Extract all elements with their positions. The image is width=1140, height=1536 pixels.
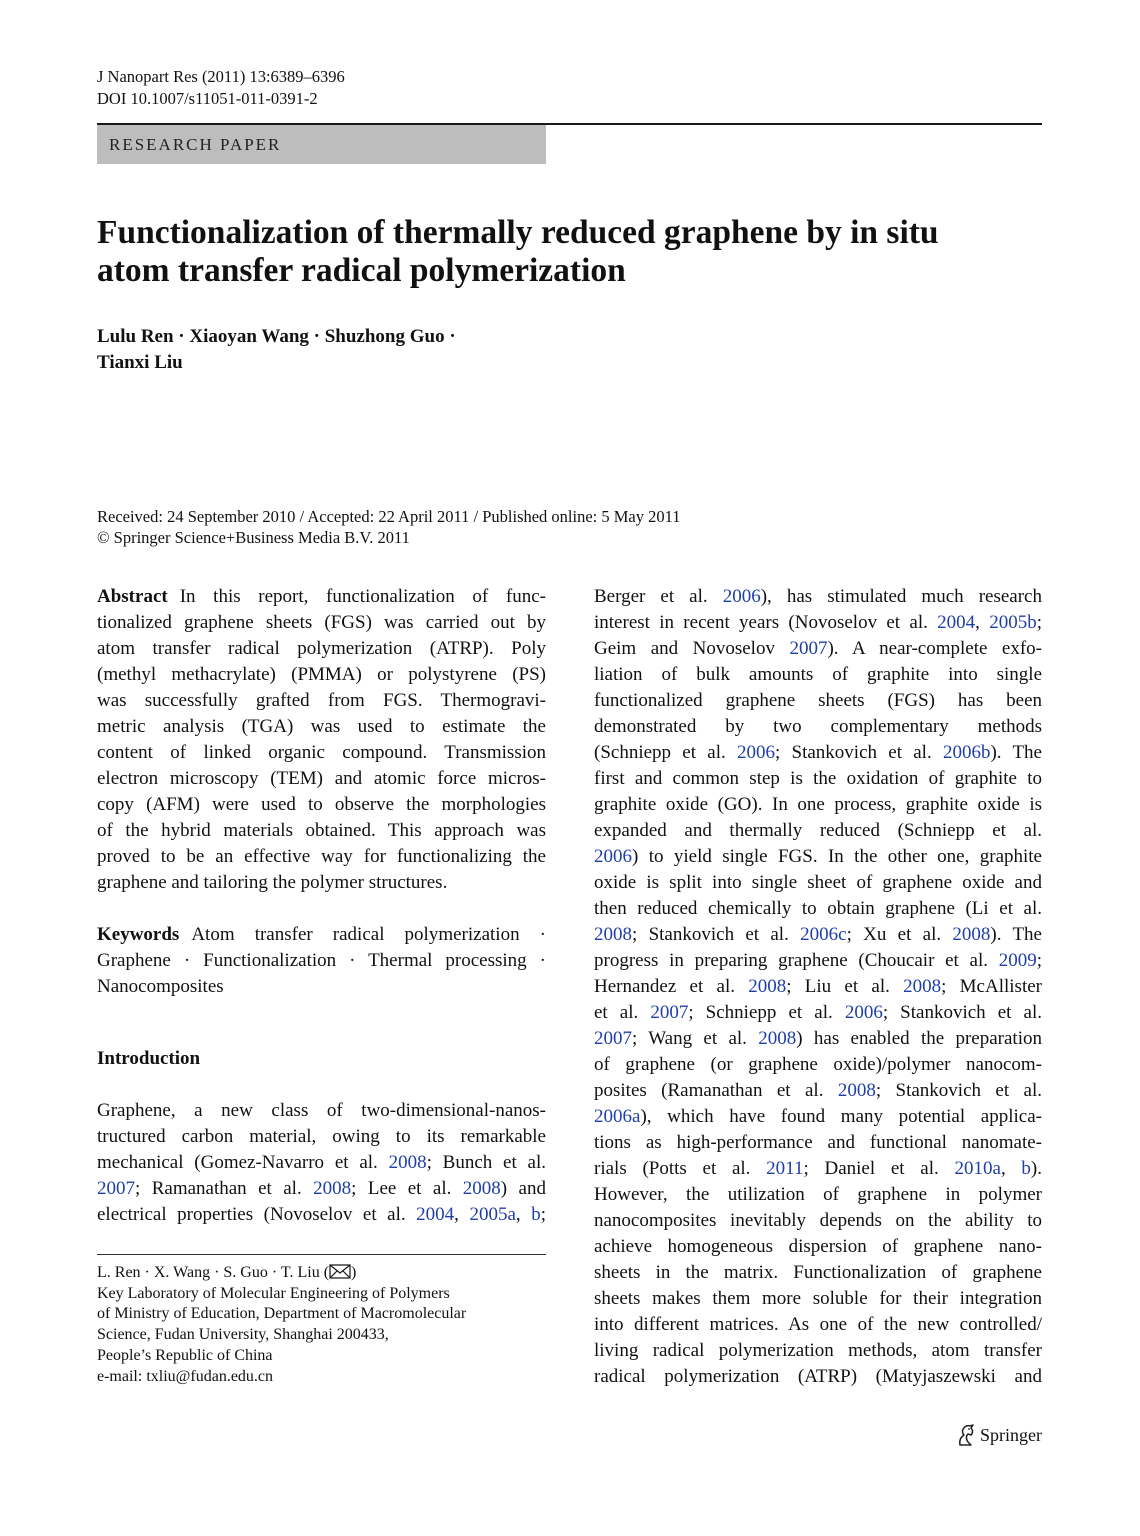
citation-link[interactable]: 2007: [97, 1178, 135, 1199]
text-line: However, the utilization of graphene in polymer: [594, 1184, 1042, 1205]
citation-link[interactable]: 2008: [758, 1028, 797, 1049]
citation-link[interactable]: 2008: [462, 1178, 501, 1199]
footnote-authors: L. Ren · X. Wang · S. Guo · T. Liu ( ): [97, 1264, 357, 1281]
publication-dates: [97, 506, 681, 548]
text-line: 2008; Stankovich et al. 2006c; Xu et al. 2008). The: [594, 924, 1042, 945]
publisher-name: Springer: [980, 1425, 1042, 1445]
citation-link[interactable]: 2008: [748, 976, 787, 997]
journal-reference: [97, 66, 345, 110]
text-line: graphite oxide (GO). In one process, graphite oxide is: [594, 794, 1042, 815]
text-line: posites (Ramanathan et al. 2008; Stankovich et al.: [594, 1080, 1042, 1101]
citation-link[interactable]: 2005a: [469, 1204, 516, 1225]
citation-link[interactable]: 2005b: [989, 612, 1037, 633]
citation-link[interactable]: 2011: [766, 1158, 804, 1179]
citation-link[interactable]: 2006: [722, 586, 761, 607]
citation-link[interactable]: 2008: [313, 1178, 352, 1199]
citation-link[interactable]: b: [1021, 1158, 1031, 1179]
text-line: Graphene, a new class of two-dimensional-nanos-: [97, 1100, 546, 1121]
affiliation-line: Science, Fudan University, Shanghai 200433,: [97, 1326, 389, 1344]
text-line: Berger et al. 2006), has stimulated much research: [594, 586, 1042, 607]
authors-line-1: Lulu Ren · Xiaoyan Wang · Shuzhong Guo ·: [97, 326, 456, 347]
text-line: into different matrices. As one of the new controlled/: [594, 1314, 1042, 1335]
text-line: first and common step is the oxidation of graphite to: [594, 768, 1042, 789]
citation-link[interactable]: 2009: [998, 950, 1037, 971]
article-title: [97, 214, 1037, 290]
keywords-label: Keywords: [97, 924, 180, 945]
dates-line: Received: 24 September 2010 / Accepted: 22 April 2011 / Published online: 5 May 2011: [97, 507, 681, 526]
text-line: Geim and Novoselov 2007). A near-complete exfo-: [594, 638, 1042, 659]
abstract-line: electron microscopy (TEM) and atomic force micros-: [97, 768, 546, 789]
footnote-rule: [97, 1254, 546, 1255]
text-line: interest in recent years (Novoselov et al. 2004, 2005b;: [594, 612, 1042, 633]
text-line: oxide is split into single sheet of graphene oxide and: [594, 872, 1042, 893]
affiliation-line: People’s Republic of China: [97, 1346, 273, 1364]
citation-link[interactable]: 2006: [844, 1002, 883, 1023]
title-line-2: atom transfer radical polymerization: [97, 252, 626, 289]
citation-link[interactable]: 2010a: [954, 1158, 1001, 1179]
keywords-line: Keywords Atom transfer radical polymerization ·: [97, 924, 546, 945]
abstract-line: atom transfer radical polymerization (ATRP). Poly: [97, 638, 546, 659]
right-column: [594, 584, 1042, 1390]
email-line[interactable]: e-mail: txliu@fudan.edu.cn: [97, 1367, 274, 1385]
keywords: [97, 922, 546, 1000]
keywords-line: Nanocomposites: [97, 976, 224, 997]
abstract-line: was successfully grafted from FGS. Thermogravi-: [97, 690, 546, 711]
left-column: [97, 584, 546, 1000]
abstract-line: tionalized graphene sheets (FGS) was carried out by: [97, 612, 546, 633]
text-line: liation of bulk amounts of graphite into single: [594, 664, 1042, 685]
citation-link[interactable]: 2004: [416, 1204, 455, 1225]
text-line: sheets makes them more soluble for their integration: [594, 1288, 1042, 1309]
abstract-label: Abstract: [97, 586, 168, 607]
title-line-1: Functionalization of thermally reduced graphene by in situ: [97, 214, 939, 251]
abstract: [97, 584, 546, 896]
abstract-line: metric analysis (TGA) was used to estimate the: [97, 716, 546, 737]
abstract-line: (methyl methacrylate) (PMMA) or polystyrene (PS): [97, 664, 546, 685]
affiliation-line: of Ministry of Education, Department of Macromolecular: [97, 1305, 467, 1323]
citation-link[interactable]: 2007: [650, 1002, 689, 1023]
citation-link[interactable]: 2006: [736, 742, 775, 763]
text-line: functionalized graphene sheets (FGS) has been: [594, 690, 1042, 711]
text-line: (Schniepp et al. 2006; Stankovich et al. 2006b). The: [594, 742, 1042, 763]
text-line: progress in preparing graphene (Choucair et al. 2009;: [594, 950, 1042, 971]
citation-link[interactable]: 2007: [789, 638, 828, 659]
abstract-line: of the hybrid materials obtained. This approach was: [97, 820, 546, 841]
text-line: nanocomposites inevitably depends on the ability to: [594, 1210, 1042, 1231]
citation-link[interactable]: 2007: [594, 1028, 632, 1049]
keywords-line: Graphene · Functionalization · Thermal processing ·: [97, 950, 546, 971]
citation-link[interactable]: 2004: [937, 612, 976, 633]
text-line: 2006) to yield single FGS. In the other one, graphite: [594, 846, 1042, 867]
envelope-icon[interactable]: [329, 1264, 351, 1279]
text-line: of graphene (or graphene oxide)/polymer nanocom-: [594, 1054, 1042, 1075]
affiliation-line: Key Laboratory of Molecular Engineering of Polymers: [97, 1284, 450, 1302]
text-line: sheets in the matrix. Functionalization of graphene: [594, 1262, 1042, 1283]
text-line: et al. 2007; Schniepp et al. 2006; Stankovich et al.: [594, 1002, 1042, 1023]
abstract-line: Abstract In this report, functionalization of func-: [97, 586, 546, 607]
citation-link[interactable]: 2008: [388, 1152, 427, 1173]
citation-link[interactable]: 2006c: [800, 924, 847, 945]
citation-link[interactable]: 2006a: [594, 1106, 641, 1127]
text-line: mechanical (Gomez-Navarro et al. 2008; Bunch et al.: [97, 1152, 546, 1173]
text-line: achieve homogeneous dispersion of graphene nano-: [594, 1236, 1042, 1257]
introduction-left: [97, 1098, 546, 1228]
text-line: electrical properties (Novoselov et al. 2004, 2005a, b;: [97, 1204, 546, 1225]
text-line: demonstrated by two complementary methods: [594, 716, 1042, 737]
text-line: 2007; Wang et al. 2008) has enabled the preparation: [594, 1028, 1042, 1049]
text-line: tions as high-performance and functional nanomate-: [594, 1132, 1042, 1153]
abstract-line: proved to be an effective way for functionalizing the: [97, 846, 546, 867]
abstract-line: content of linked organic compound. Transmission: [97, 742, 546, 763]
doi-line[interactable]: DOI 10.1007/s11051-011-0391-2: [97, 89, 318, 108]
author-footnote: [97, 1263, 466, 1387]
abstract-line: graphene and tailoring the polymer structures.: [97, 872, 448, 893]
text-line: 2006a), which have found many potential applica-: [594, 1106, 1042, 1127]
introduction-heading: Introduction: [97, 1048, 201, 1069]
text-line: Hernandez et al. 2008; Liu et al. 2008; McAllister: [594, 976, 1042, 997]
citation-link[interactable]: 2008: [594, 924, 632, 945]
journal-citation-line: J Nanopart Res (2011) 13:6389–6396: [97, 67, 345, 86]
citation-link[interactable]: 2006: [594, 846, 632, 867]
text-line: expanded and thermally reduced (Schniepp et al.: [594, 820, 1042, 841]
publisher-logo: [956, 1423, 1042, 1447]
citation-link[interactable]: 2008: [837, 1080, 876, 1101]
text-line: radical polymerization (ATRP) (Matyjaszewski and: [594, 1366, 1042, 1387]
citation-link[interactable]: 2006b: [942, 742, 991, 763]
copyright-line: © Springer Science+Business Media B.V. 2011: [97, 528, 410, 547]
text-line: rials (Potts et al. 2011; Daniel et al. 2010a, b).: [594, 1158, 1042, 1179]
authors-line-2: Tianxi Liu: [97, 352, 183, 373]
springer-horse-icon: [956, 1424, 976, 1446]
text-line: tructured carbon material, owing to its remarkable: [97, 1126, 546, 1147]
text-line: living radical polymerization methods, atom transfer: [594, 1340, 1042, 1361]
text-line: 2007; Ramanathan et al. 2008; Lee et al. 2008) and: [97, 1178, 546, 1199]
citation-link[interactable]: b: [531, 1204, 541, 1225]
citation-link[interactable]: 2008: [903, 976, 942, 997]
text-line: then reduced chemically to obtain graphene (Li et al.: [594, 898, 1042, 919]
abstract-line: copy (AFM) were used to observe the morphologies: [97, 794, 546, 815]
citation-link[interactable]: 2008: [952, 924, 991, 945]
author-list: [97, 324, 456, 376]
section-label: RESEARCH PAPER: [97, 125, 546, 164]
